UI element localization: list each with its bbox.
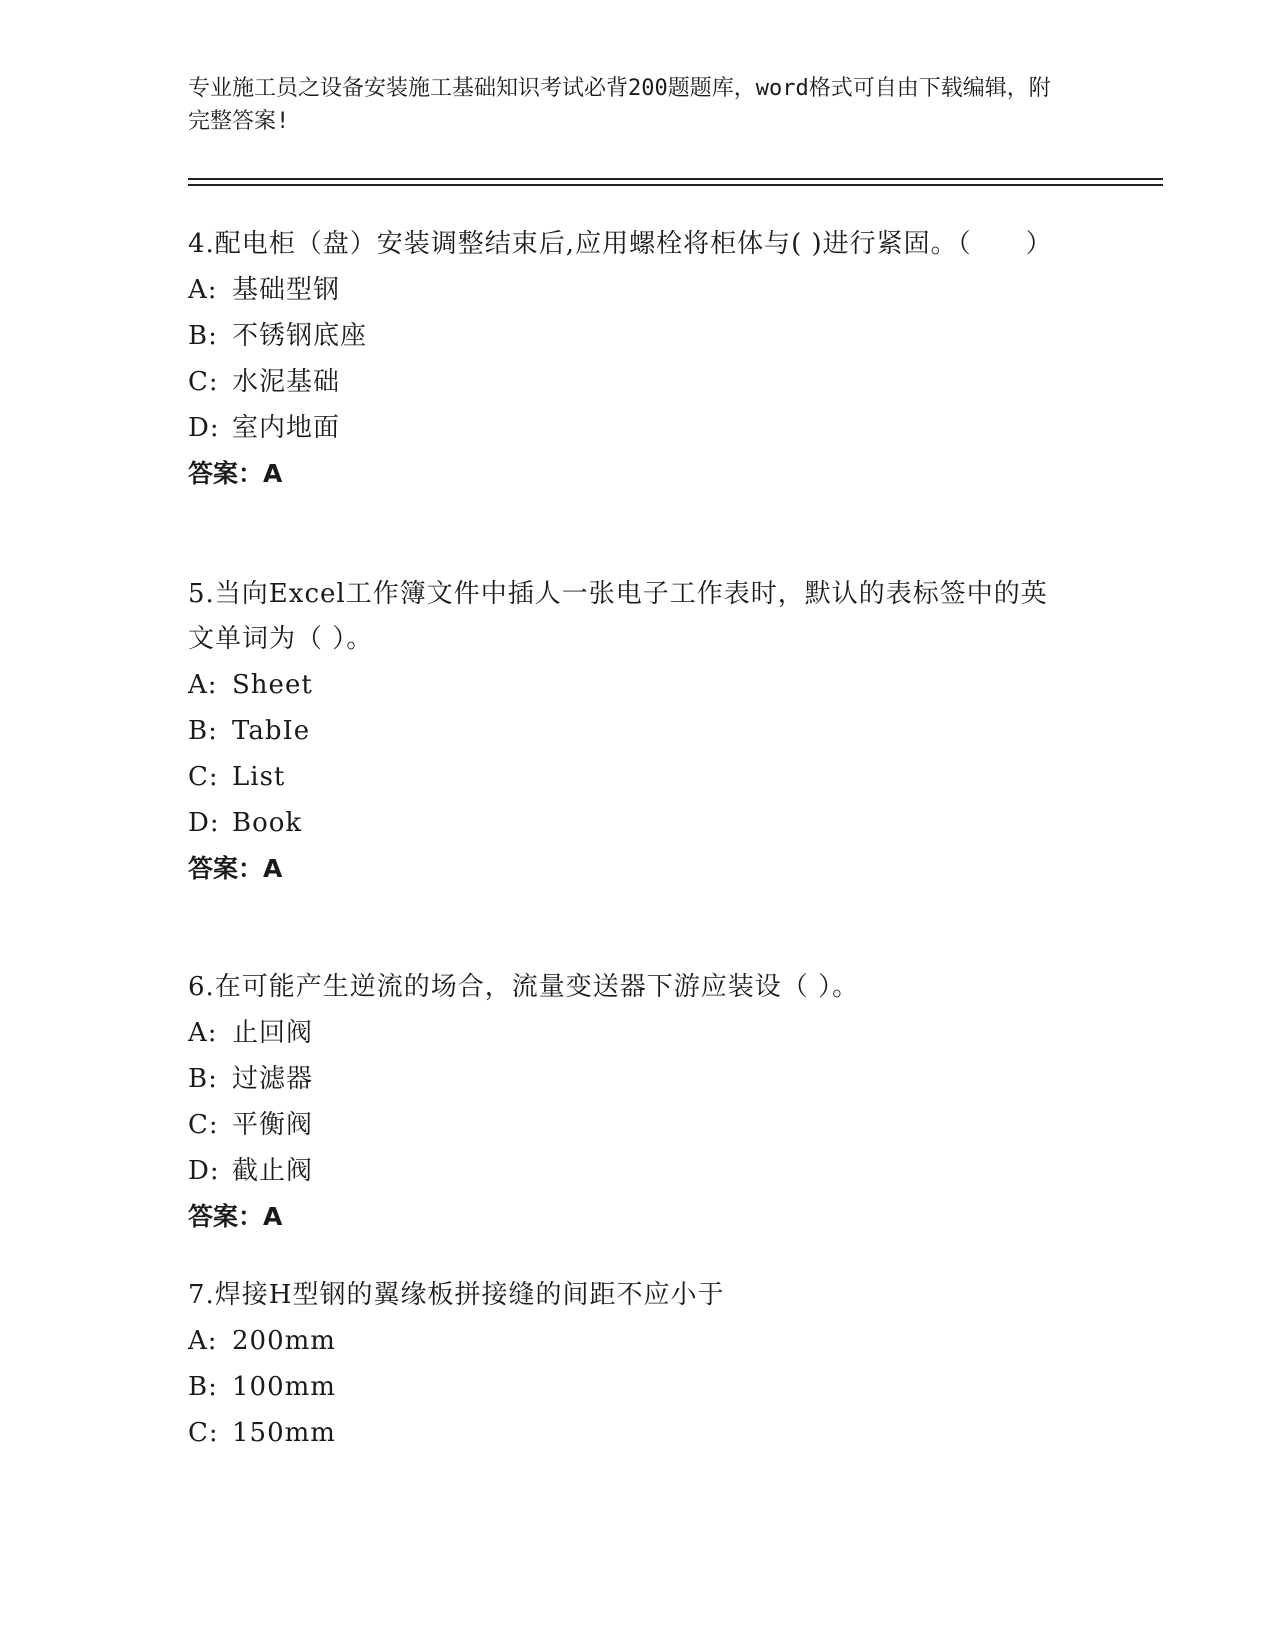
option-key: A: — [188, 1018, 218, 1048]
option-key: A: — [188, 1326, 218, 1356]
option-text: 水泥基础 — [232, 367, 341, 397]
question-block — [188, 1273, 1068, 1456]
answer-line: 答案：A — [188, 459, 283, 488]
question-title: 5.当向Excel工作簿文件中插人一张电子工作表时，默认的表标签中的英文单词为（ ）。 — [188, 579, 1048, 654]
option-item — [188, 1056, 1068, 1102]
option-item — [188, 267, 1068, 313]
option-item — [188, 800, 1068, 846]
option-key: D: — [188, 808, 220, 838]
option-key: C: — [188, 1110, 219, 1140]
question-block — [188, 965, 1068, 1240]
option-text: 室内地面 — [232, 413, 341, 443]
question-block — [188, 222, 1068, 497]
option-text: TabIe — [232, 716, 311, 746]
option-text: Sheet — [232, 670, 313, 700]
option-item — [188, 1102, 1068, 1148]
option-key: C: — [188, 762, 219, 792]
option-key: C: — [188, 367, 219, 397]
option-text: 不锈钢底座 — [232, 321, 368, 351]
option-item — [188, 1410, 1068, 1456]
option-key: B: — [188, 1064, 218, 1094]
option-key: A: — [188, 670, 218, 700]
option-text: 截止阀 — [232, 1156, 314, 1186]
header-divider-top — [188, 178, 1163, 180]
option-item — [188, 754, 1068, 800]
question-title: 7.焊接H型钢的翼缘板拼接缝的间距不应小于 — [188, 1280, 725, 1310]
option-key: D: — [188, 1156, 220, 1186]
option-text: 平衡阀 — [232, 1110, 314, 1140]
option-text: 150mm — [232, 1418, 336, 1448]
option-key: D: — [188, 413, 220, 443]
header-divider-bottom — [188, 184, 1163, 186]
option-text: Book — [232, 808, 303, 838]
option-item — [188, 1318, 1068, 1364]
answer-line: 答案：A — [188, 1202, 283, 1231]
question-title: 6.在可能产生逆流的场合，流量变送器下游应装设（ ）。 — [188, 972, 860, 1002]
option-item — [188, 405, 1068, 451]
option-item — [188, 708, 1068, 754]
option-text: 基础型钢 — [232, 275, 341, 305]
option-item — [188, 662, 1068, 708]
option-key: A: — [188, 275, 218, 305]
option-item — [188, 313, 1068, 359]
option-key: B: — [188, 716, 218, 746]
option-item — [188, 359, 1068, 405]
option-text: 过滤器 — [232, 1064, 314, 1094]
option-text: 止回阀 — [232, 1018, 314, 1048]
option-key: C: — [188, 1418, 219, 1448]
option-text: 200mm — [232, 1326, 336, 1356]
question-title: 4.配电柜（盘）安装调整结束后,应用螺栓将柜体与( )进行紧固。（ ） — [188, 229, 1053, 259]
option-text: List — [232, 762, 286, 792]
option-key: B: — [188, 1372, 218, 1402]
answer-line: 答案：A — [188, 854, 283, 883]
question-block — [188, 572, 1068, 892]
document-header: 专业施工员之设备安装施工基础知识考试必背200题题库，word格式可自由下载编辑，附完整答案! — [188, 76, 1051, 134]
option-key: B: — [188, 321, 218, 351]
option-text: 100mm — [232, 1372, 336, 1402]
option-item — [188, 1010, 1068, 1056]
option-item — [188, 1148, 1068, 1194]
option-item — [188, 1364, 1068, 1410]
